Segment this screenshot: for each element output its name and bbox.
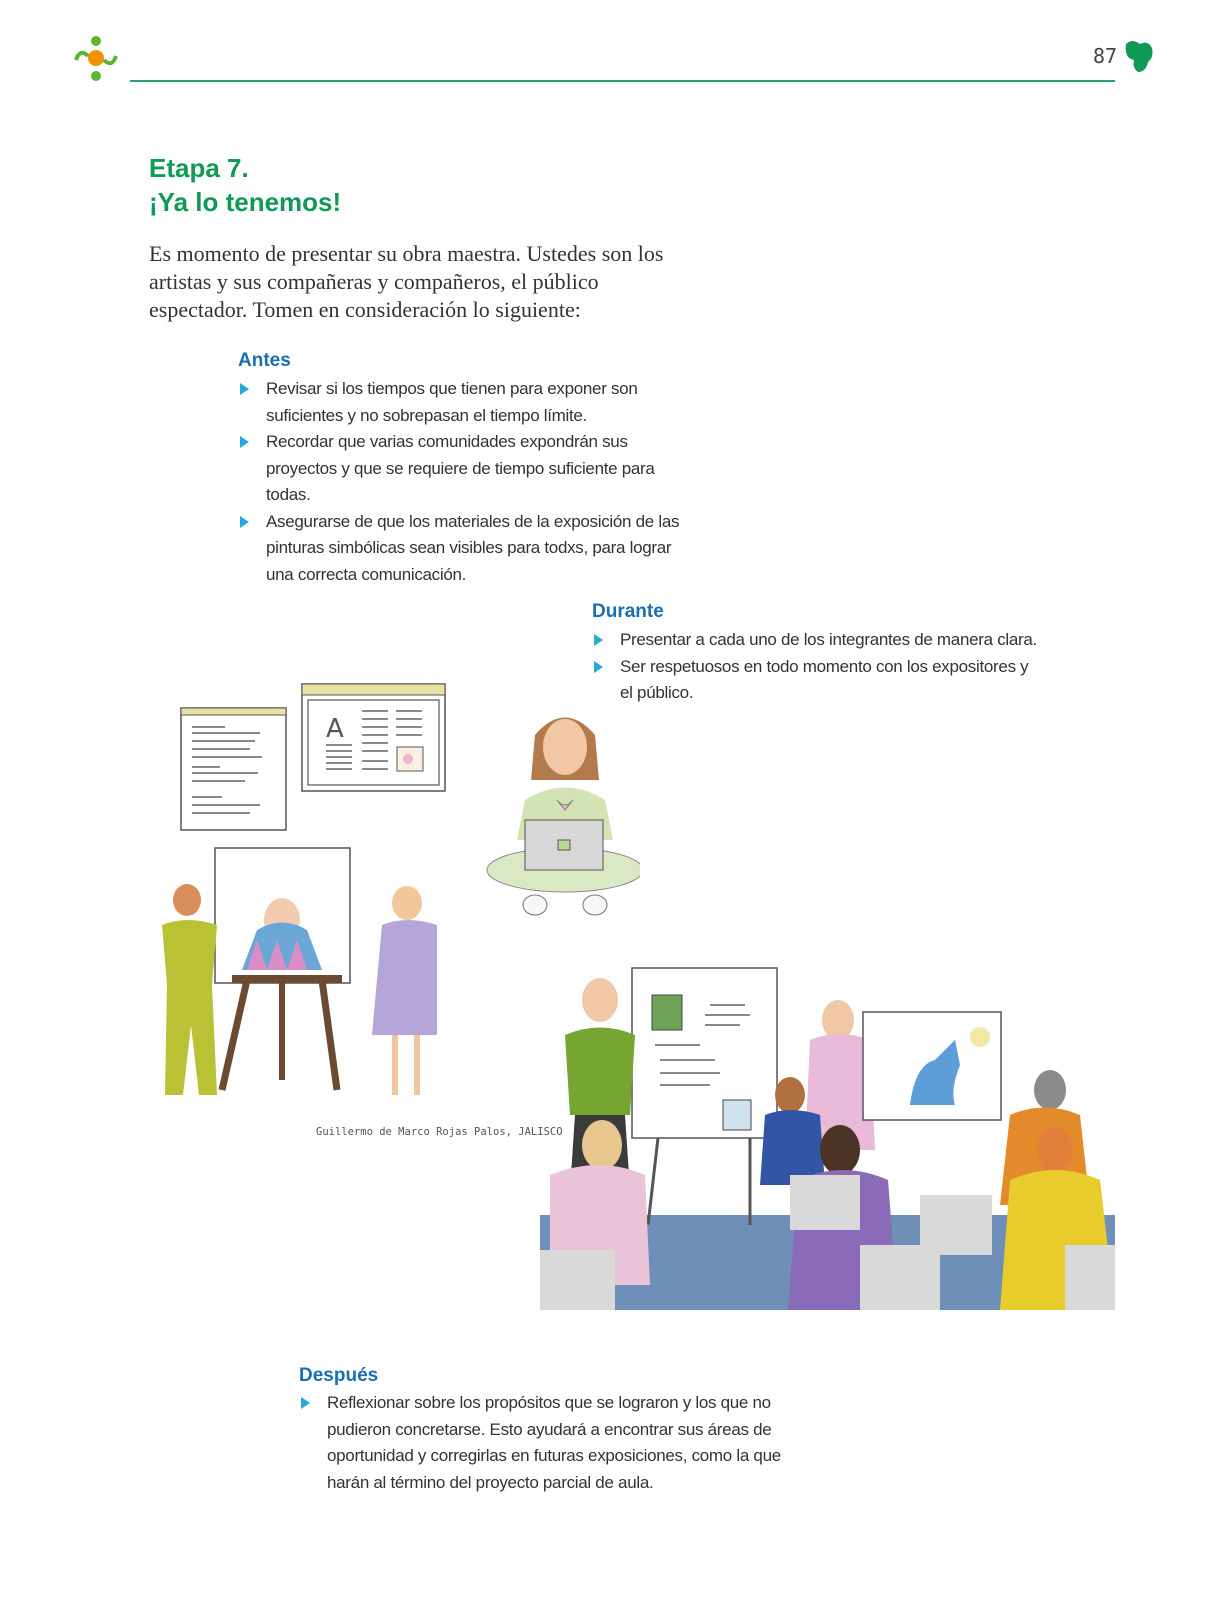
durante-list <box>592 627 1042 707</box>
svg-text:A: A <box>326 714 344 744</box>
documents-illustration <box>150 675 460 840</box>
section-badge-icon <box>1122 38 1156 74</box>
list-item: Revisar si los tiempos que tienen para exponer son suficientes y no sobrepasan el tiempo límite. <box>238 376 688 429</box>
list-item: Asegurarse de que los materiales de la exposición de las pinturas simbólicas sean visibles para todxs, para lograr una correcta comunicación. <box>238 509 688 589</box>
illustration-credit: Guillermo de Marco Rojas Palos, JALISCO <box>316 1126 563 1138</box>
book-logo-icon <box>70 32 124 84</box>
intro-paragraph: Es momento de presentar su obra maestra. Ustedes son los artistas y sus compañeras y compañeros, el público espectador. Tomen en consideración lo siguiente: <box>149 241 664 322</box>
antes-heading: Antes <box>238 350 291 371</box>
bullet-arrow-icon <box>301 1397 310 1409</box>
bullet-arrow-icon <box>240 436 249 448</box>
durante-heading: Durante <box>592 601 664 622</box>
despues-list <box>299 1390 799 1496</box>
page-number: 87 <box>1093 44 1118 68</box>
bullet-arrow-icon <box>240 516 249 528</box>
list-item: Ser respetuosos en todo momento con los expositores y el público. <box>592 654 1042 707</box>
list-item: Reflexionar sobre los propósitos que se lograron y los que no pudieron concretarse. Esto ayudará a encontrar sus áreas de oportunidad y corregirlas en futuras exposiciones, como la que harán al término del proyecto parcial de aula. <box>299 1390 799 1496</box>
antes-list <box>238 376 688 588</box>
bullet-arrow-icon <box>594 661 603 673</box>
bullet-arrow-icon <box>594 634 603 646</box>
stage-title: Etapa 7. <box>149 153 249 183</box>
header-rule <box>130 80 1115 82</box>
girl-laptop-illustration <box>485 705 640 925</box>
list-item: Presentar a cada uno de los integrantes de manera clara. <box>592 627 1042 654</box>
stage-subtitle: ¡Ya lo tenemos! <box>149 187 342 217</box>
list-item: Recordar que varias comunidades expondrán sus proyectos y que se requiere de tiempo suficiente para todas. <box>238 429 688 509</box>
despues-heading: Después <box>299 1365 379 1386</box>
bullet-arrow-icon <box>240 383 249 395</box>
classroom-presentation-illustration <box>540 965 1115 1310</box>
painting-easel-illustration <box>152 845 437 1110</box>
